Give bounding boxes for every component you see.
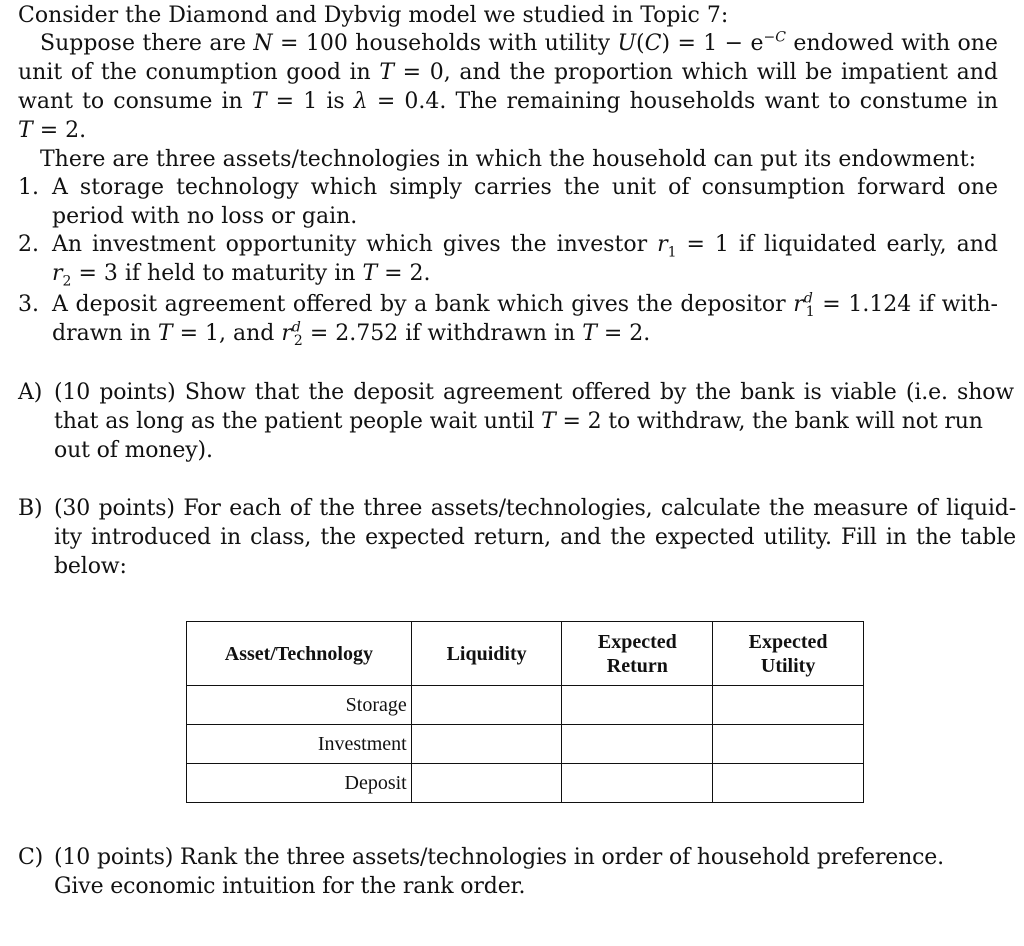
table-row bbox=[187, 686, 864, 725]
header-asset-technology: Asset/Technology bbox=[187, 622, 412, 686]
cell-storage-expected-utility[interactable] bbox=[713, 686, 864, 725]
cell-storage-expected-return[interactable] bbox=[562, 686, 713, 725]
question-a: A) (10 points) Show that the deposit agreement offered by the bank is viable (i.e. show that as long as the patient people wait until T = 2 to withdraw, the bank will not run out of money). bbox=[18, 380, 1014, 463]
intro-paragraph-line-4: T = 2. bbox=[18, 118, 87, 143]
intro-paragraph-line-2: unit of the conumption good in T = 0, and the proportion which will be impatient and bbox=[18, 60, 998, 85]
list-item-3: 3. A deposit agreement offered by a bank which gives the depositor $r^d_1 = 1.124$ if with- drawn in T = 1, and $r^d_2 = 2.752$ if withdrawn in T = 2. bbox=[18, 290, 998, 350]
answer-table bbox=[186, 621, 864, 803]
table-row bbox=[187, 764, 864, 803]
intro-heading: Consider the Diamond and Dybvig model we studied in Topic 7: bbox=[18, 3, 729, 28]
header-expected-return: Expected Return bbox=[562, 622, 713, 686]
cell-deposit-expected-utility[interactable] bbox=[713, 764, 864, 803]
intro-paragraph-line-1: Suppose there are N = 100 households with utility $U(C) = 1 - e^{-C}$ endowed with one bbox=[40, 29, 998, 56]
cell-investment-liquidity[interactable] bbox=[411, 725, 562, 764]
header-liquidity: Liquidity bbox=[411, 622, 562, 686]
cell-investment-expected-return[interactable] bbox=[562, 725, 713, 764]
list-item-2: 2. An investment opportunity which gives the investor $r_1 = 1$ if liquidated early, and $r_2 = 3$ if held to maturity in T = 2. bbox=[18, 232, 998, 290]
cell-deposit-liquidity[interactable] bbox=[411, 764, 562, 803]
intro-paragraph-2: There are three assets/technologies in which the household can put its endowment: bbox=[40, 147, 976, 172]
row-label-deposit: Deposit bbox=[187, 764, 412, 803]
row-label-storage: Storage bbox=[187, 686, 412, 725]
table-row bbox=[187, 725, 864, 764]
cell-investment-expected-utility[interactable] bbox=[713, 725, 864, 764]
cell-deposit-expected-return[interactable] bbox=[562, 764, 713, 803]
list-item-1: 1. A storage technology which simply carries the unit of consumption forward one period with no loss or gain. bbox=[18, 175, 998, 229]
intro-paragraph-line-3: want to consume in T = 1 is λ = 0.4. The remaining households want to constume in bbox=[18, 89, 998, 114]
question-b: B) (30 points) For each of the three assets/technologies, calculate the measure of liquid- ity introduced in class, the expected return, and the expected utility. Fill in the table below: bbox=[18, 496, 1016, 579]
header-expected-utility: Expected Utility bbox=[713, 622, 864, 686]
table-header-row bbox=[187, 622, 864, 686]
question-c: C) (10 points) Rank the three assets/technologies in order of household preference. Give economic intuition for the rank order. bbox=[18, 845, 944, 899]
cell-storage-liquidity[interactable] bbox=[411, 686, 562, 725]
row-label-investment: Investment bbox=[187, 725, 412, 764]
